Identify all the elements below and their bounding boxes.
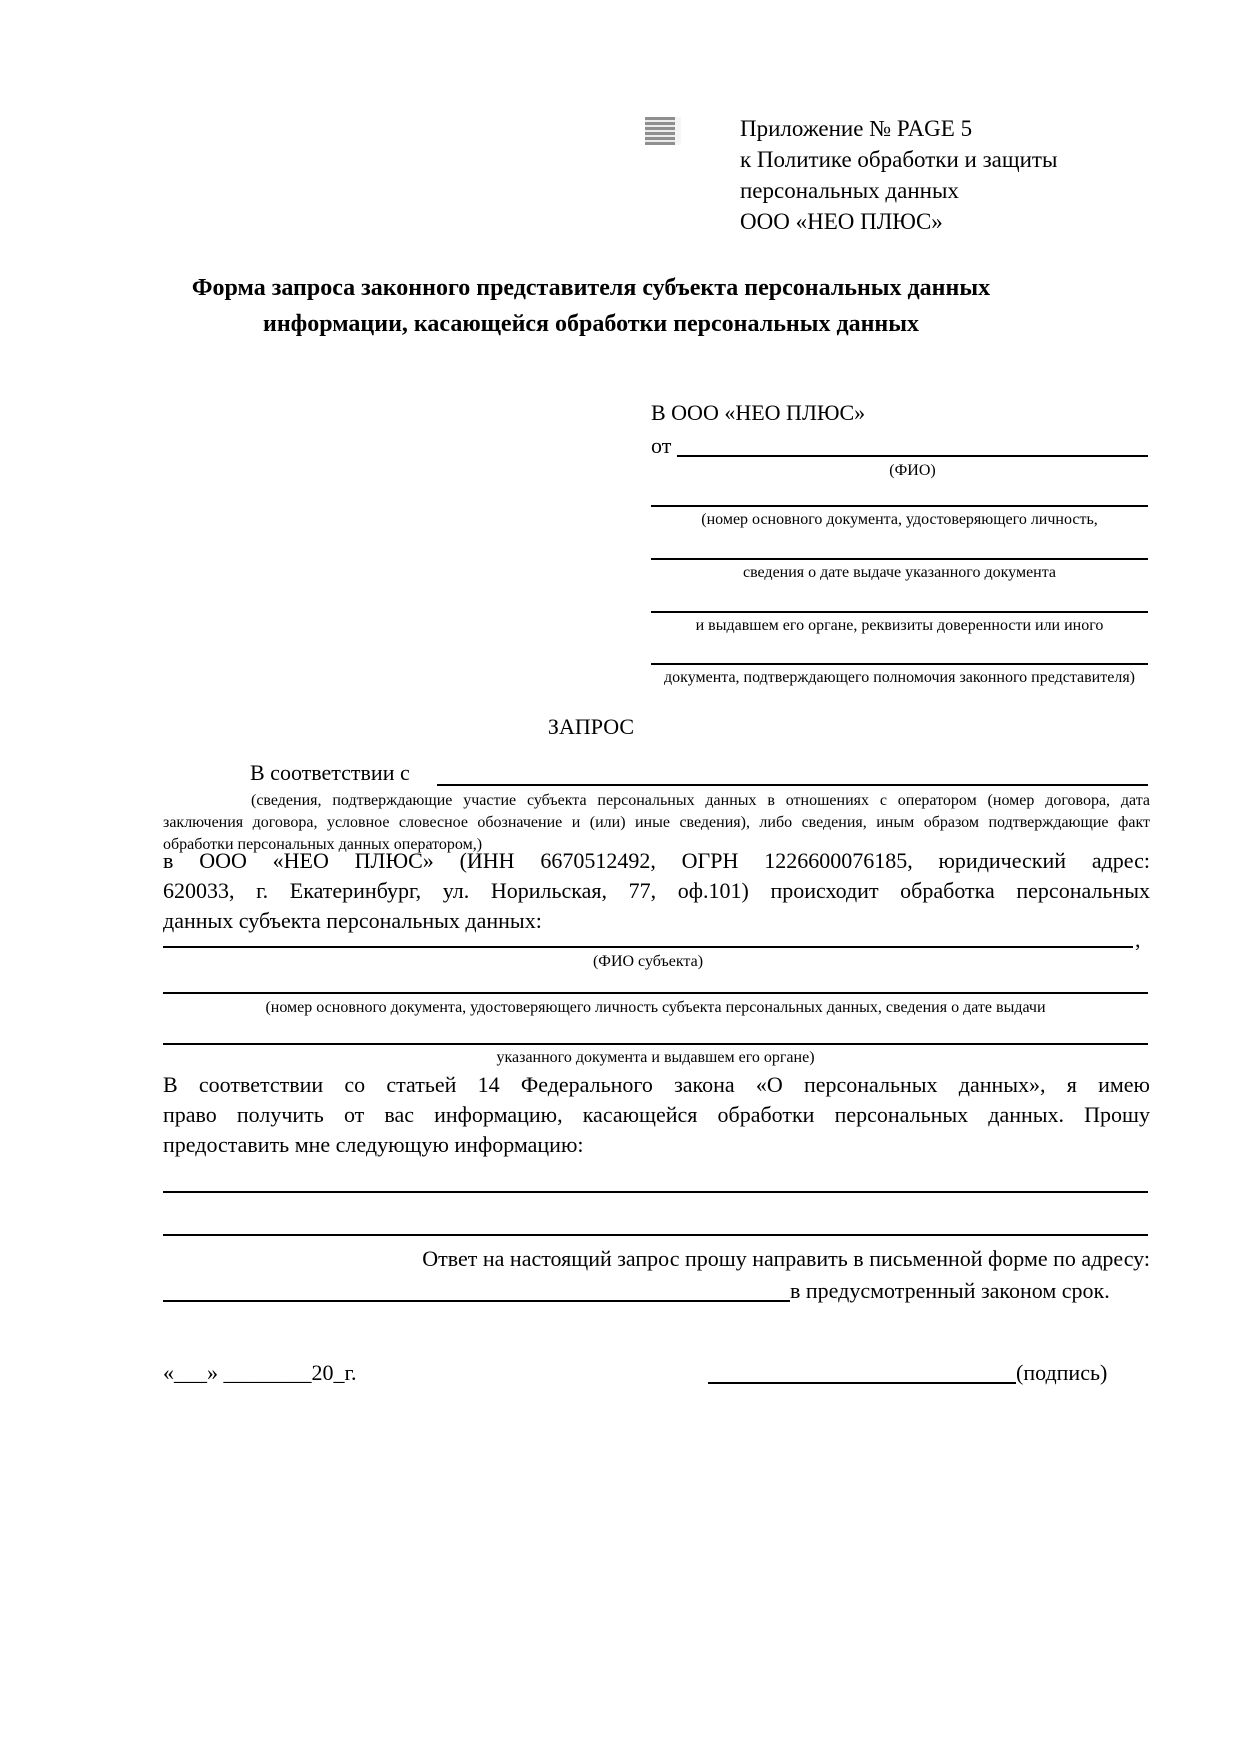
info-blank-line-2 — [163, 1234, 1148, 1236]
operator-paragraph — [163, 846, 1150, 936]
signature-caption: (подпись) — [1016, 1360, 1108, 1385]
appendix-header — [740, 113, 1057, 237]
accordance-field-line — [437, 784, 1148, 786]
form-title — [146, 270, 1036, 342]
fine-print-line-2: заключения договора, условное словесное обозначение и (или) иные сведения), либо сведения, иным образом подтверждающие факт — [163, 814, 1150, 831]
rep-doc-caption-3: и выдавшем его органе, реквизиты доверенности или иного — [695, 617, 1104, 634]
subject-doc-field-line-2 — [163, 1043, 1148, 1045]
rep-doc-field-line-2 — [651, 558, 1148, 560]
info-blank-line-1 — [163, 1191, 1148, 1193]
subject-doc-caption-2: указанного документа и выдавшем его органе) — [496, 1049, 815, 1066]
appendix-policy-line-1: к Политике обработки и защиты — [740, 147, 1058, 172]
fine-print-line-3: обработки персональных данных оператором,) — [163, 836, 483, 853]
signature-field-line — [708, 1382, 1016, 1384]
reply-term-text: в предусмотренный законом срок. — [790, 1278, 1110, 1303]
rep-doc-caption-1: (номер основного документа, удостоверяющего личность, — [701, 511, 1098, 528]
subject-fio-comma: , — [1135, 927, 1141, 952]
subject-fio-field-line — [163, 946, 1133, 948]
from-label: от — [651, 433, 672, 458]
appendix-policy-line-2: персональных данных — [740, 178, 959, 203]
rep-doc-field-line-3 — [651, 611, 1148, 613]
rep-doc-caption-4: документа, подтверждающего полномочия законного представителя) — [664, 669, 1135, 686]
appendix-number-line: Приложение № PAGE 5 — [740, 116, 973, 141]
form-title-line-2: информации, касающейся обработки персональных данных — [263, 311, 919, 337]
text-lines-icon — [645, 117, 681, 145]
fine-print-line-1: (сведения, подтверждающие участие субъекта персональных данных в отношениях с оператором (номер договора, дата — [251, 792, 1150, 809]
subject-doc-caption-1: (номер основного документа, удостоверяющего личность субъекта персональных данных, сведения о дате выдачи — [265, 999, 1046, 1016]
reply-address-field-line — [163, 1300, 790, 1302]
law-line-1: В соответствии со статьей 14 Федерального закона «О персональных данных», я имею — [163, 1072, 1150, 1097]
form-title-line-1: Форма запроса законного представителя субъекта персональных данных — [191, 275, 991, 301]
subject-fio-caption: (ФИО субъекта) — [592, 953, 704, 970]
accordance-label: В соответствии с — [250, 760, 410, 785]
from-fio-caption: (ФИО) — [889, 462, 936, 479]
date-line: «___» ________20_г. — [163, 1360, 357, 1385]
reply-request-line: Ответ на настоящий запрос прошу направить в письменной форме по адресу: — [422, 1246, 1150, 1271]
law-paragraph — [163, 1070, 1150, 1160]
operator-line-2: 620033, г. Екатеринбург, ул. Норильская, 77, оф.101) происходит обработка персональных — [163, 878, 1150, 903]
appendix-company-line: ООО «НЕО ПЛЮС» — [740, 209, 943, 234]
request-heading: ЗАПРОС — [547, 714, 635, 739]
rep-doc-caption-2: сведения о дате выдаче указанного документа — [742, 564, 1057, 581]
subject-doc-field-line-1 — [163, 992, 1148, 994]
law-line-2: право получить от вас информацию, касающейся обработки персональных данных. Прошу — [163, 1102, 1150, 1127]
from-fio-field-line — [677, 455, 1148, 457]
law-line-3: предоставить мне следующую информацию: — [163, 1132, 584, 1157]
rep-doc-field-line-1 — [651, 505, 1148, 507]
rep-doc-field-line-4 — [651, 663, 1148, 665]
operator-line-1: в ООО «НЕО ПЛЮС» (ИНН 6670512492, ОГРН 1226600076185, юридический адрес: — [163, 848, 1150, 873]
addressee-company: В ООО «НЕО ПЛЮС» — [651, 400, 866, 425]
operator-line-3: данных субъекта персональных данных: — [163, 908, 542, 933]
